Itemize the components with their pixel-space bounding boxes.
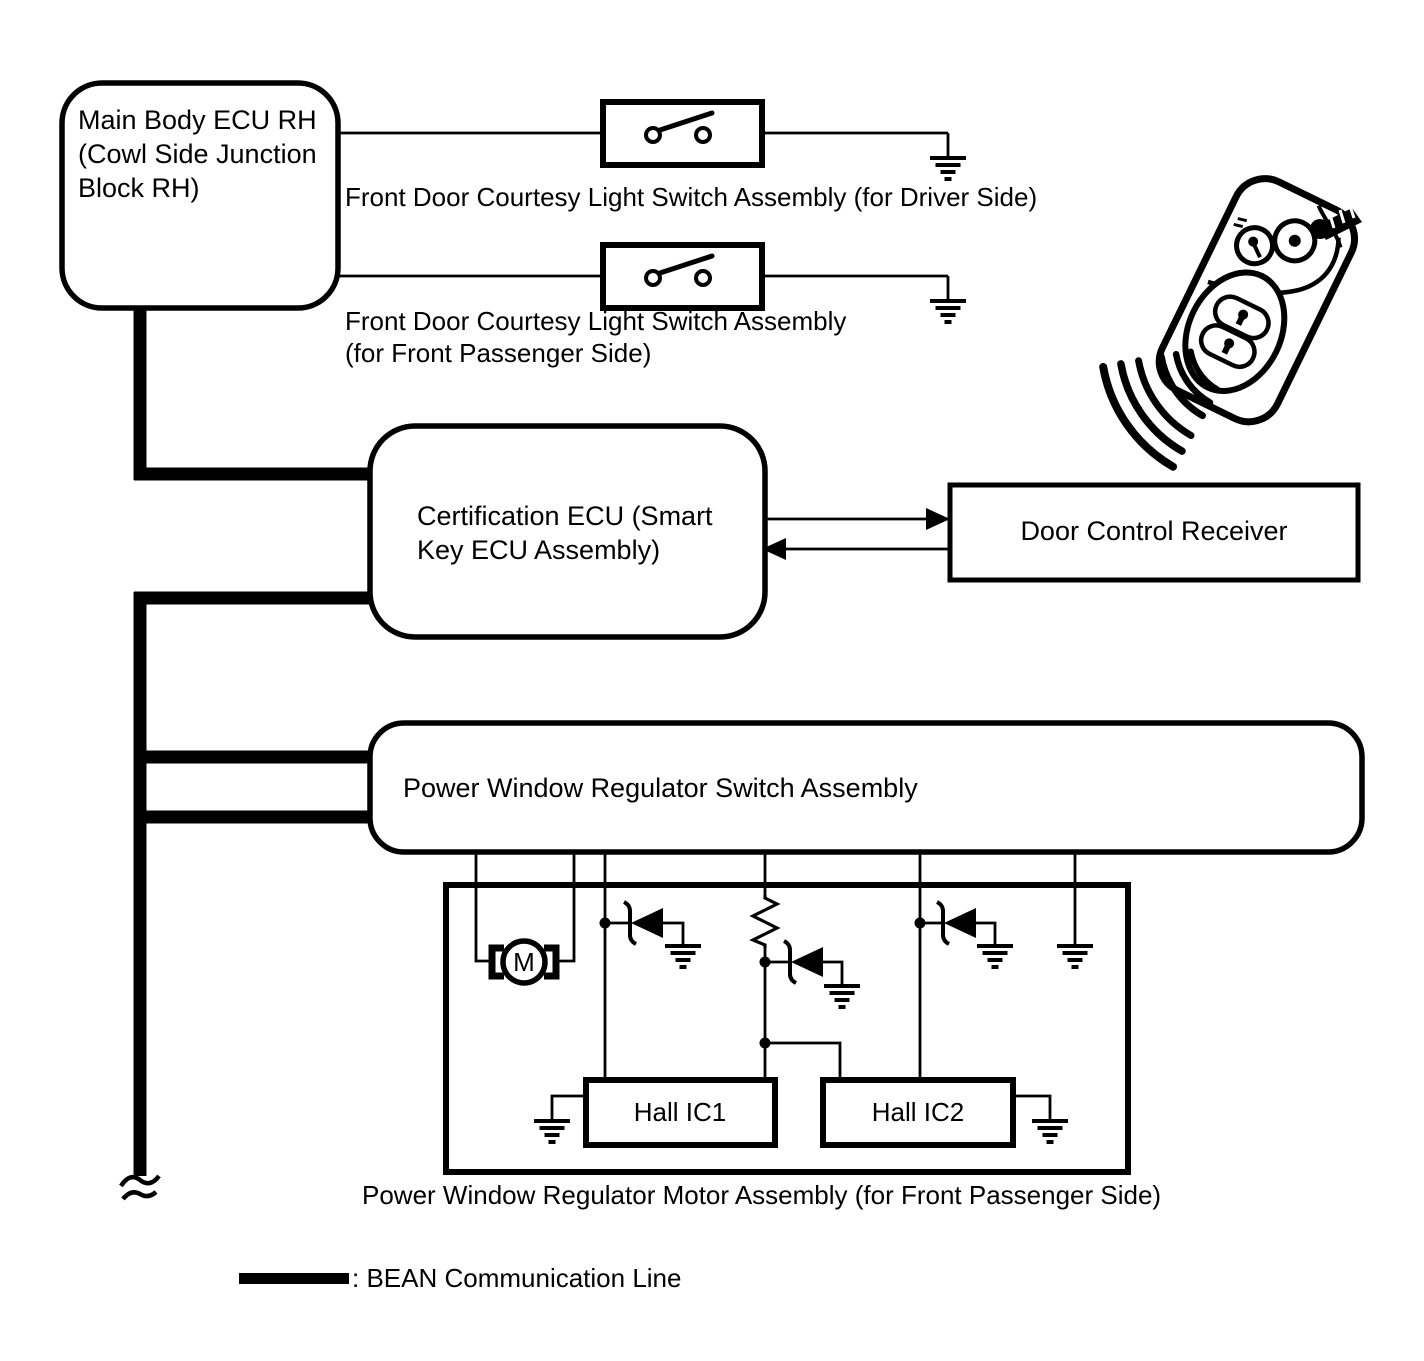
legend-bean-label: : BEAN Communication Line (352, 1262, 682, 1293)
courtesy-driver-label: Front Door Courtesy Light Switch Assembly (for Driver Side) (345, 181, 1038, 212)
ground-icon (930, 301, 966, 322)
main-body-ecu-node (62, 83, 338, 308)
arrow-right-icon (765, 508, 950, 530)
hall-ic1-node (534, 1080, 775, 1145)
signal-arrows (762, 508, 950, 560)
legend (239, 1263, 681, 1293)
arrow-left-icon (762, 538, 950, 560)
resistor-icon (753, 895, 777, 948)
hall-ic1-label: Hall IC1 (633, 1096, 727, 1127)
line-break-icon (121, 1176, 159, 1199)
key-fob-icon (1103, 168, 1365, 467)
ground-icon (665, 946, 701, 967)
certification-ecu-label-line1: Certification ECU (Smart (417, 501, 713, 532)
courtesy-switch-passenger-circuit (338, 245, 966, 368)
ground-icon (824, 986, 860, 1007)
certification-ecu-label-line2: Key ECU Assembly) (417, 535, 661, 566)
courtesy-passenger-label-line2: (for Front Passenger Side) (345, 337, 652, 368)
main-body-ecu-label-line2: (Cowl Side Junction (78, 139, 317, 170)
door-control-receiver-label: Door Control Receiver (1020, 516, 1288, 547)
ground-icon (534, 1121, 570, 1142)
motor-assembly-caption: Power Window Regulator Motor Assembly (for Front Passenger Side) (362, 1179, 1162, 1210)
switch-icon (603, 245, 762, 308)
ground-icon (977, 946, 1013, 967)
switch-icon (603, 102, 762, 165)
zener-diode-icon (925, 902, 1013, 967)
hall-ic2-label: Hall IC2 (871, 1096, 965, 1127)
motor-assembly-box (446, 852, 1128, 1172)
main-body-ecu-label-line3: Block RH) (78, 173, 200, 204)
motor-icon (492, 941, 556, 983)
junction-dots (600, 918, 926, 1049)
ground-icon (1032, 1121, 1068, 1142)
main-body-ecu-label-line1: Main Body ECU RH (78, 105, 317, 136)
courtesy-switch-driver-circuit (338, 102, 1037, 212)
hall-ic2-node (823, 1080, 1068, 1145)
door-control-receiver-node (950, 485, 1358, 580)
bean-communication-line (134, 305, 374, 1176)
ground-icon (930, 158, 966, 179)
certification-ecu-node (370, 426, 765, 637)
courtesy-passenger-label-line1: Front Door Courtesy Light Switch Assembly (345, 305, 847, 336)
zener-diode-icon (610, 902, 701, 967)
motor-label: M (513, 946, 535, 977)
ground-icon (1057, 946, 1093, 967)
bean-line-sample-icon (239, 1273, 349, 1284)
power-window-switch-label: Power Window Regulator Switch Assembly (403, 773, 918, 804)
zener-diode-icon (770, 941, 860, 1007)
power-window-switch-node (370, 723, 1362, 852)
